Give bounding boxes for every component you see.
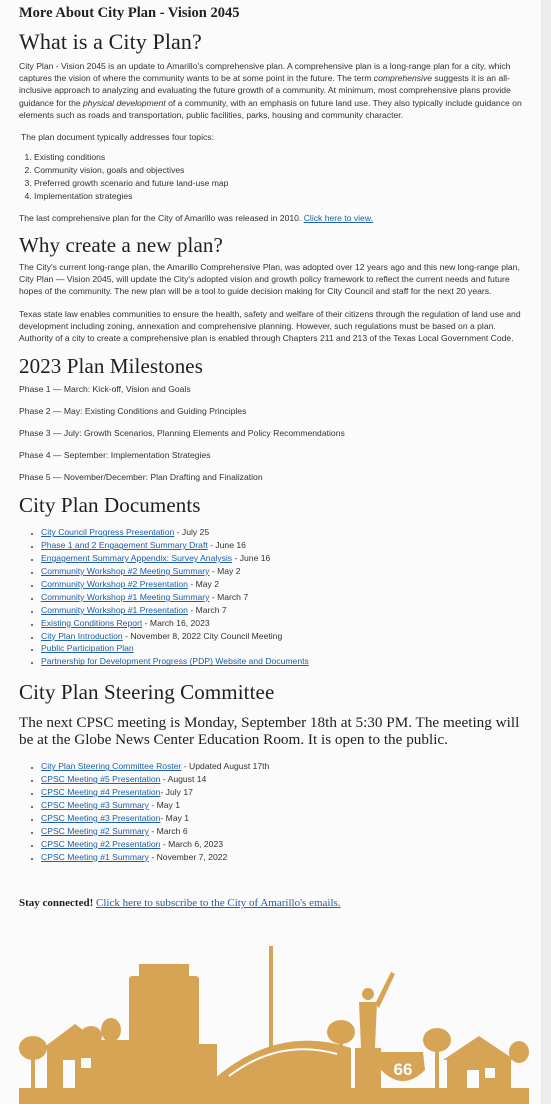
document-item — [41, 565, 529, 578]
pavilion-icon — [215, 1041, 351, 1088]
statue-head — [362, 988, 374, 1000]
document-link[interactable]: Community Workshop #1 Meeting Summary — [41, 591, 210, 602]
document-date: - May 2 — [209, 565, 241, 576]
milestone-item: Phase 3 — July: Growth Scenarios, Planning Elements and Policy Recommendations — [19, 428, 345, 439]
committee-date: - November 7, 2022 — [148, 851, 228, 862]
committee-date: - August 14 — [160, 774, 207, 785]
house-window — [485, 1068, 495, 1078]
document-date: - June 16 — [207, 540, 246, 551]
stay-connected-label: Stay connected! — [19, 897, 96, 910]
what-text-c: of a community, with an emphasis on future land use. They also typically include guidance on elements such as roads and transportation, public facilities, parks, housing and community character. — [19, 97, 522, 120]
milestones-list — [19, 383, 529, 483]
committee-date: - July 17 — [160, 787, 193, 798]
topic-item: 1. Existing conditions — [34, 151, 529, 164]
document-item — [41, 617, 529, 630]
document-item — [41, 655, 529, 668]
what-text-a: City Plan - Vision 2045 is an update to Amarillo's comprehensive plan. A comprehensive plan is a long-range plan for a city, which captures the vision of where the community wants to be at some point in the future. The term — [19, 61, 511, 84]
document-item — [41, 552, 529, 565]
ground-bar — [19, 1088, 529, 1104]
committee-link[interactable]: City Plan Steering Committee Roster — [41, 761, 182, 772]
topic-item: 2. Community vision, goals and objectives — [34, 164, 529, 177]
tower-icon — [129, 976, 199, 1088]
document-item — [41, 526, 529, 539]
what-em-comprehensive: comprehensive — [373, 73, 433, 84]
committee-link[interactable]: CPSC Meeting #2 Summary — [41, 825, 149, 836]
statue-base — [355, 1048, 381, 1088]
last-plan-text: The last comprehensive plan for the City of Amarillo was released in 2010. — [19, 212, 304, 223]
why-heading: Why create a new plan? — [19, 233, 223, 258]
what-text-b: suggests it is an all-inclusive approach to analyzing and evaluating the future growth of a community. At minimum, most comprehensive plans provide guidance for the — [19, 73, 511, 108]
committee-date: - March 6 — [148, 825, 188, 836]
route-66-number: 66 — [393, 1060, 413, 1079]
topics-intro: The plan document typically addresses four topics: — [21, 132, 214, 143]
topic-item: 4. Implementation strategies — [34, 190, 529, 203]
documents-list — [19, 526, 529, 668]
committee-date: - May 1 — [160, 812, 190, 823]
milestone-item: Phase 4 — September: Implementation Strategies — [19, 450, 211, 461]
milestone-item: Phase 5 — November/December: Plan Drafting and Finalization — [19, 472, 263, 483]
house-door — [467, 1070, 479, 1088]
document-link[interactable]: Community Workshop #1 Presentation — [41, 604, 188, 615]
committee-item — [41, 786, 529, 799]
stay-connected — [19, 897, 529, 909]
tower-top — [139, 964, 189, 978]
tree-trunk — [339, 1038, 343, 1088]
document-date: - March 7 — [209, 591, 249, 602]
scrollbar[interactable] — [541, 0, 551, 1104]
document-item — [41, 539, 529, 552]
document-item — [41, 642, 529, 655]
document-date: - November 8, 2022 City Council Meeting — [122, 630, 283, 641]
document-item — [41, 591, 529, 604]
next-meeting-notice: The next CPSC meeting is Monday, September 18th at 5:30 PM. The meeting will be at the Globe News Center Education Room. It is open to the public. — [19, 714, 520, 749]
document-item — [41, 604, 529, 617]
document-link[interactable]: City Council Progress Presentation — [41, 527, 175, 538]
what-heading: What is a City Plan? — [19, 29, 202, 54]
document-date: - May 2 — [187, 578, 220, 589]
document-link[interactable]: Existing Conditions Report — [41, 617, 143, 628]
document-date: - July 25 — [174, 527, 210, 538]
document-link[interactable]: Phase 1 and 2 Engagement Summary Draft — [41, 540, 208, 551]
what-em-physical: physical development — [83, 97, 166, 108]
document-date: - June 16 — [232, 553, 271, 564]
committee-date: - March 6, 2023 — [160, 838, 224, 849]
spire-icon — [269, 946, 273, 1060]
committee-link[interactable]: CPSC Meeting #2 Presentation — [41, 838, 161, 849]
committee-link[interactable]: CPSC Meeting #5 Presentation — [41, 774, 161, 785]
document-item — [41, 578, 529, 591]
tree-trunk — [435, 1046, 439, 1088]
committee-link[interactable]: CPSC Meeting #3 Presentation — [41, 812, 161, 823]
committee-link[interactable]: CPSC Meeting #1 Summary — [41, 851, 149, 862]
document-link[interactable]: Community Workshop #2 Presentation — [41, 578, 188, 589]
topic-item: 3. Preferred growth scenario and future land-use map — [34, 177, 529, 190]
statue-arm — [375, 972, 395, 1008]
subscribe-emails-link[interactable]: Click here to subscribe to the City of Amarillo's emails. — [96, 897, 341, 910]
committee-link[interactable]: CPSC Meeting #3 Summary — [41, 799, 149, 810]
document-link[interactable]: Engagement Summary Appendix: Survey Analysis — [41, 553, 233, 564]
document-item — [41, 630, 529, 643]
why-paragraph-2: Texas state law enables communities to ensure the health, safety and welfare of their citizens through the regulation of land use and development including zoning, annexation and comprehensive planning. However, such regulations must be based on a plan. Authority of a city to create a comprehensive plan is enabled through Chapters 211 and 213 of the Texas Local Government Code. — [19, 308, 521, 344]
documents-heading: City Plan Documents — [19, 493, 201, 518]
house-window — [81, 1058, 91, 1068]
committee-link[interactable]: CPSC Meeting #4 Presentation — [41, 787, 161, 798]
tree-icon — [509, 1041, 529, 1063]
milestone-item: Phase 1 — March: Kick-off, Vision and Goals — [19, 384, 191, 395]
document-link[interactable]: City Plan Introduction — [41, 630, 123, 641]
committee-item — [41, 773, 529, 786]
page-eyebrow: More About City Plan - Vision 2045 — [19, 5, 240, 21]
what-paragraph — [19, 60, 529, 121]
document-content — [19, 0, 529, 909]
why-paragraph-1: The City's current long-range plan, the Amarillo Comprehensive Plan, was adopted over 12 years ago and this new long-range plan, City Plan — Vision 2045, will update the City's adopted vision and growth policy framework to reflect the current needs and future hopes of the community. The new plan will be a tool to guide decision making for City Council and staff for the next 20 years. — [19, 262, 520, 297]
last-plan-paragraph — [19, 212, 529, 224]
milestones-heading: 2023 Plan Milestones — [19, 354, 203, 379]
committee-list — [19, 760, 529, 863]
skyline-shapes — [19, 946, 529, 1104]
statue-body — [359, 1002, 377, 1048]
topics-list — [19, 151, 529, 203]
view-2010-plan-link[interactable]: Click here to view. — [303, 212, 373, 223]
committee-item — [41, 838, 529, 851]
document-link[interactable]: Partnership for Development Progress (PDP) Website and Documents — [41, 656, 309, 667]
document-date: - March 16, 2023 — [142, 617, 210, 628]
committee-item — [41, 812, 529, 825]
committee-heading: City Plan Steering Committee — [19, 680, 275, 705]
committee-item — [41, 799, 529, 812]
committee-item — [41, 760, 529, 773]
committee-item — [41, 825, 529, 838]
committee-date: - May 1 — [148, 799, 180, 810]
document-date: - March 7 — [187, 604, 227, 615]
tree-trunk — [31, 1054, 35, 1088]
document-link[interactable]: Public Participation Plan — [41, 643, 134, 654]
committee-item — [41, 851, 529, 864]
document-link[interactable]: Community Workshop #2 Meeting Summary — [41, 565, 210, 576]
building-icon — [87, 1040, 131, 1088]
milestone-item: Phase 2 — May: Existing Conditions and Guiding Principles — [19, 406, 247, 417]
house-door — [63, 1060, 75, 1088]
skyline-illustration — [19, 928, 529, 1104]
building-icon — [197, 1044, 217, 1088]
committee-date: - Updated August 17th — [181, 761, 270, 772]
